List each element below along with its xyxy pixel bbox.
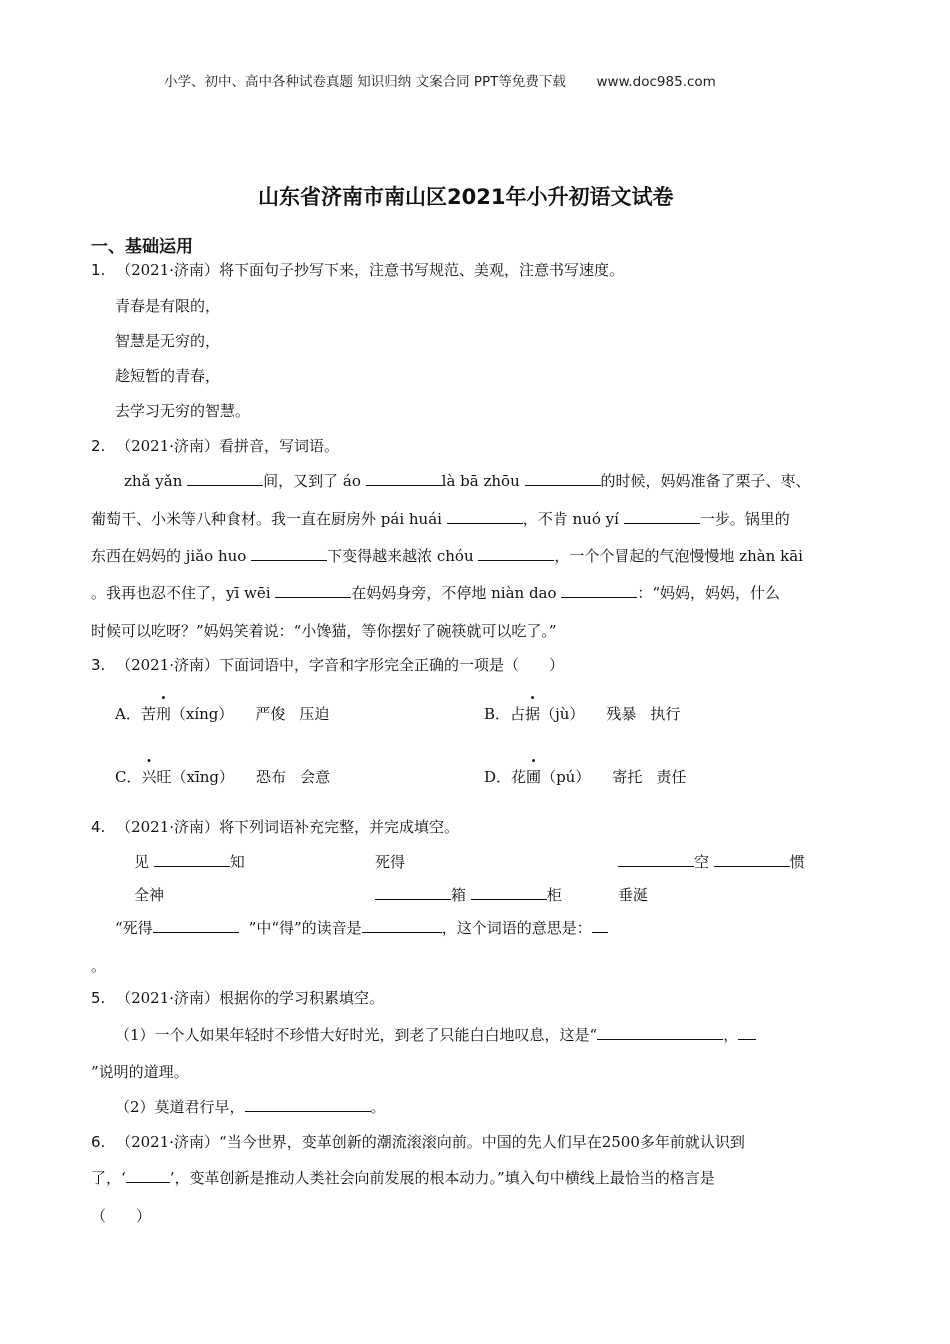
option-pinyin: （xīng）: [171, 768, 235, 786]
question-4: [91, 816, 459, 837]
q5-sub-1-end: ”说明的道理。: [91, 1063, 189, 1081]
word-text: 惯: [789, 853, 805, 871]
passage-text: 的时候，妈妈准备了栗子、枣、: [600, 472, 811, 490]
word-xiang-gui: [375, 884, 562, 905]
answer-blank[interactable]: [362, 918, 442, 933]
question-source: （2021·济南）: [116, 818, 220, 836]
question-source: （2021·济南）: [116, 1133, 220, 1151]
option-pinyin: （jù）: [540, 705, 585, 723]
word-kong-guan: [618, 851, 805, 872]
answer-blank[interactable]: [471, 885, 547, 900]
emphasis-char: 刑: [155, 705, 171, 723]
passage-text: 。我再也忍不住了，yī wēi: [91, 584, 271, 602]
answer-blank[interactable]: [561, 583, 637, 598]
fill-text: 了，‘: [91, 1169, 126, 1187]
question-number: 1.: [91, 261, 106, 279]
passage-line-4: [91, 582, 780, 603]
question-number: 4.: [91, 818, 106, 836]
word-jian-zhi: [134, 851, 245, 872]
poem-line-4: 去学习无穷的智慧。: [115, 402, 251, 420]
option-label: C．: [115, 768, 142, 786]
answer-blank[interactable]: [478, 546, 554, 561]
poem-line-1: 青春是有限的，: [115, 297, 221, 315]
question-source: （2021·济南）: [116, 656, 220, 674]
answer-blank[interactable]: [275, 583, 351, 598]
option-word: 残暴: [606, 705, 637, 723]
question-2: [91, 435, 339, 456]
fill-text: ，这个词语的意思是：: [441, 919, 592, 937]
option-c[interactable]: [115, 766, 330, 787]
answer-blank[interactable]: [447, 509, 523, 524]
passage-text: zhǎ yǎn: [124, 472, 183, 490]
question-prompt: “当今世界，变革创新的潮流滚滚向前。中国的先人们早在2500多年前就认识到: [219, 1133, 745, 1151]
answer-blank[interactable]: [366, 471, 442, 486]
answer-blank[interactable]: [738, 1025, 756, 1040]
fill-text: （2）莫道君行早，: [115, 1098, 245, 1116]
answer-blank[interactable]: [245, 1097, 371, 1112]
passage-text: là bā zhōu: [441, 472, 520, 490]
answer-blank[interactable]: [251, 546, 327, 561]
question-prompt: 将下列词语补充完整，并完成填空。: [219, 818, 460, 836]
emphasis-char: 据: [525, 705, 541, 723]
option-label: B．: [484, 705, 511, 723]
passage-text: 一步。锅里的: [699, 510, 790, 528]
question-source: （2021·济南）: [116, 437, 220, 455]
option-label: D．: [484, 768, 512, 786]
emphasis-char: 圃: [526, 768, 542, 786]
word-text: 见: [134, 853, 150, 871]
header-banner-text: 小学、初中、高中各种试卷真题 知识归纳 文案合同 PPT等免费下载: [164, 74, 566, 90]
option-char: 花: [511, 768, 527, 786]
answer-blank[interactable]: [375, 885, 451, 900]
answer-blank[interactable]: [597, 1025, 723, 1040]
word-quanshen: 全神: [134, 886, 165, 904]
emphasis-char: 兴: [141, 768, 157, 786]
passage-text: ，不肯 nuó yí: [522, 510, 619, 528]
question-3: [91, 654, 564, 675]
option-char: 旺: [156, 768, 172, 786]
question-1: [91, 259, 624, 280]
header-banner: [164, 70, 716, 90]
option-pinyin: （xíng）: [170, 705, 234, 723]
option-word: 严俊: [255, 705, 286, 723]
answer-blank[interactable]: [714, 852, 790, 867]
answer-blank[interactable]: [618, 852, 694, 867]
question-prompt: 下面词语中，字音和字形完全正确的一项是（ ）: [219, 656, 565, 674]
passage-line-3: [91, 545, 803, 566]
option-d[interactable]: [484, 766, 686, 787]
poem-line-3: 趁短暂的青春，: [115, 367, 221, 385]
passage-text: 东西在妈妈的 jiǎo huo: [91, 547, 247, 565]
passage-text: ：“妈妈，妈妈，什么: [637, 584, 780, 602]
question-number: 3.: [91, 656, 106, 674]
fill-text: ’，变革创新是推动人类社会向前发展的根本动力。”填入句中横线上最恰当的格言是: [169, 1169, 715, 1187]
answer-blank[interactable]: [525, 471, 601, 486]
question-source: （2021·济南）: [116, 989, 220, 1007]
passage-line-2: [91, 508, 790, 529]
question-prompt: 看拼音，写词语。: [219, 437, 340, 455]
answer-blank[interactable]: [153, 918, 239, 933]
option-pinyin: （pú）: [541, 768, 591, 786]
question-5: [91, 987, 384, 1008]
word-text: 柜: [546, 886, 562, 904]
word-text: 箱: [451, 886, 467, 904]
fill-text: ”中“得”的读音是: [248, 919, 362, 937]
header-site-link[interactable]: www.doc985.com: [596, 74, 716, 90]
page-title: 山东省济南市南山区2021年小升初语文试卷: [258, 185, 674, 209]
option-word: 寄托: [612, 768, 643, 786]
fill-text: （1）一个人如果年轻时不珍惜大好时光，到老了只能白白地叹息，这是“: [115, 1026, 598, 1044]
answer-blank[interactable]: [187, 471, 263, 486]
option-word: 压迫: [299, 705, 330, 723]
fill-text: 。: [370, 1098, 386, 1116]
q4-fill-line: [115, 917, 608, 938]
option-char: 占: [510, 705, 526, 723]
option-word: 恐布: [256, 768, 287, 786]
section-heading: 一、基础运用: [91, 237, 193, 257]
answer-blank[interactable]: [126, 1168, 170, 1183]
passage-text: ，一个个冒起的气泡慢慢地 zhàn kāi: [554, 547, 803, 565]
q6-line-2: [91, 1167, 715, 1188]
word-text: 空: [694, 853, 710, 871]
q4-end: 。: [91, 957, 107, 975]
option-label: A．: [115, 705, 141, 723]
answer-blank[interactable]: [592, 918, 608, 933]
answer-blank[interactable]: [154, 852, 230, 867]
option-word: 责任: [656, 768, 687, 786]
passage-line-5: 时候可以吃呀？”妈妈笑着说：“小馋猫，等你摆好了碗筷就可以吃了。”: [91, 622, 557, 640]
word-text: 知: [229, 853, 245, 871]
question-prompt: 根据你的学习积累填空。: [219, 989, 385, 1007]
passage-text: 在妈妈身旁，不停地 niàn dao: [351, 584, 557, 602]
option-a[interactable]: [115, 703, 329, 724]
question-number: 5.: [91, 989, 106, 1007]
q5-sub-2: [115, 1096, 386, 1117]
poem-line-2: 智慧是无穷的，: [115, 332, 221, 350]
fill-text: ，: [723, 1026, 739, 1044]
passage-text: 下变得越来越浓 chóu: [327, 547, 474, 565]
q5-sub-1: [115, 1024, 756, 1045]
option-char: 苦: [140, 705, 156, 723]
option-b[interactable]: [484, 703, 680, 724]
passage-text: 间，又到了 áo: [263, 472, 361, 490]
question-number: 2.: [91, 437, 106, 455]
question-source: （2021·济南）: [116, 261, 220, 279]
question-prompt: 将下面句子抄写下来，注意书写规范、美观，注意书写速度。: [219, 261, 625, 279]
passage-line-1: [124, 470, 811, 491]
question-6: [91, 1131, 745, 1152]
fill-text: “死得: [115, 919, 153, 937]
option-word: 执行: [650, 705, 681, 723]
passage-text: 葡萄干、小米等八种食材。我一直在厨房外 pái huái: [91, 510, 442, 528]
word-side: 死得: [375, 853, 406, 871]
q6-answer-paren: （ ）: [91, 1207, 152, 1225]
option-word: 会意: [300, 768, 331, 786]
answer-blank[interactable]: [624, 509, 700, 524]
word-chuixian: 垂涎: [618, 886, 649, 904]
question-number: 6.: [91, 1133, 106, 1151]
